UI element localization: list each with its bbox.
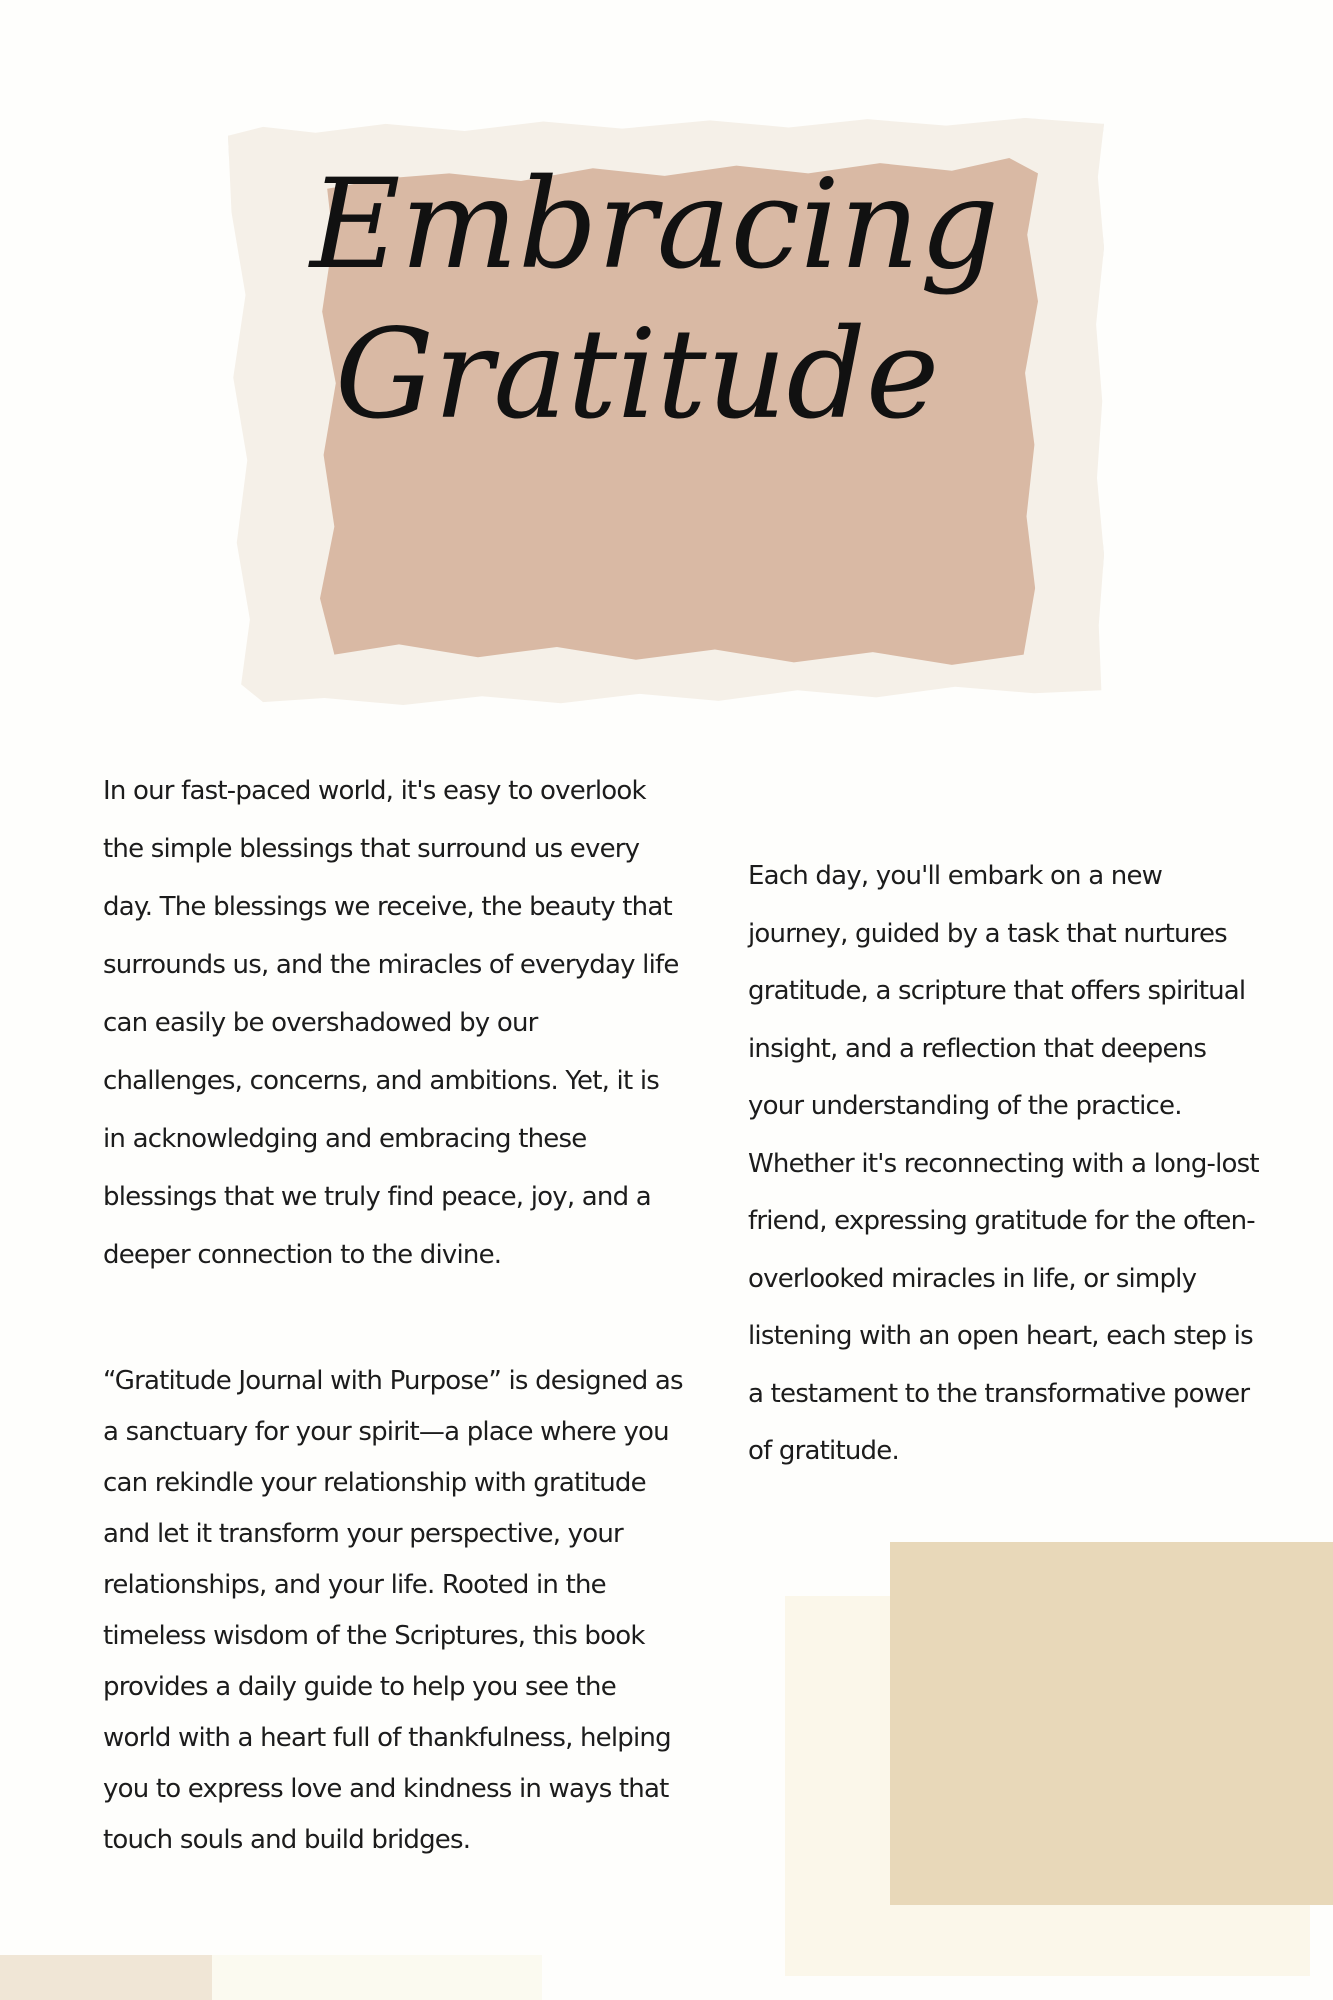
journal-paragraph: “Gratitude Journal with Purpose” is designed as a sanctuary for your spirit—a place where you can rekindle your relationship with gratitude and let it transform your perspective, your relationships, and your life. Rooted in the timeless wisdom of the Scriptures, this book provides a daily guide to help you see the world with a heart full of thankfulness, helping you to express love and kindness in ways that touch souls and build bridges. [103,1366,683,1855]
page-title [300,150,1060,450]
decor-bottom-strip-left [0,1955,212,2000]
daily-paragraph: Each day, you'll embark on a new journey, guided by a task that nurtures gratitude, a scripture that offers spiritual insight, and a reflection that deepens your understanding of the practice. Whether it's reconnecting with a long-lost friend, expressing gratitude for the often-overlooked miracles in life, or simply listening with an open heart, each step is a testament to the transformative power of gratitude. [748,861,1259,1466]
title-line-1: Embracing [310,153,1000,297]
title-line-2: Gratitude [335,303,940,447]
decor-bottom-strip-right [212,1955,542,2000]
decor-tan-block [890,1542,1333,1905]
intro-paragraph: In our fast-paced world, it's easy to overlook the simple blessings that surround us every day. The blessings we receive, the beauty that surrounds us, and the miracles of everyday life can easily be overshadowed by our challenges, concerns, and ambitions. Yet, it is in acknowledging and embracing these blessings that we truly find peace, joy, and a deeper connection to the divine. [103,776,679,1270]
